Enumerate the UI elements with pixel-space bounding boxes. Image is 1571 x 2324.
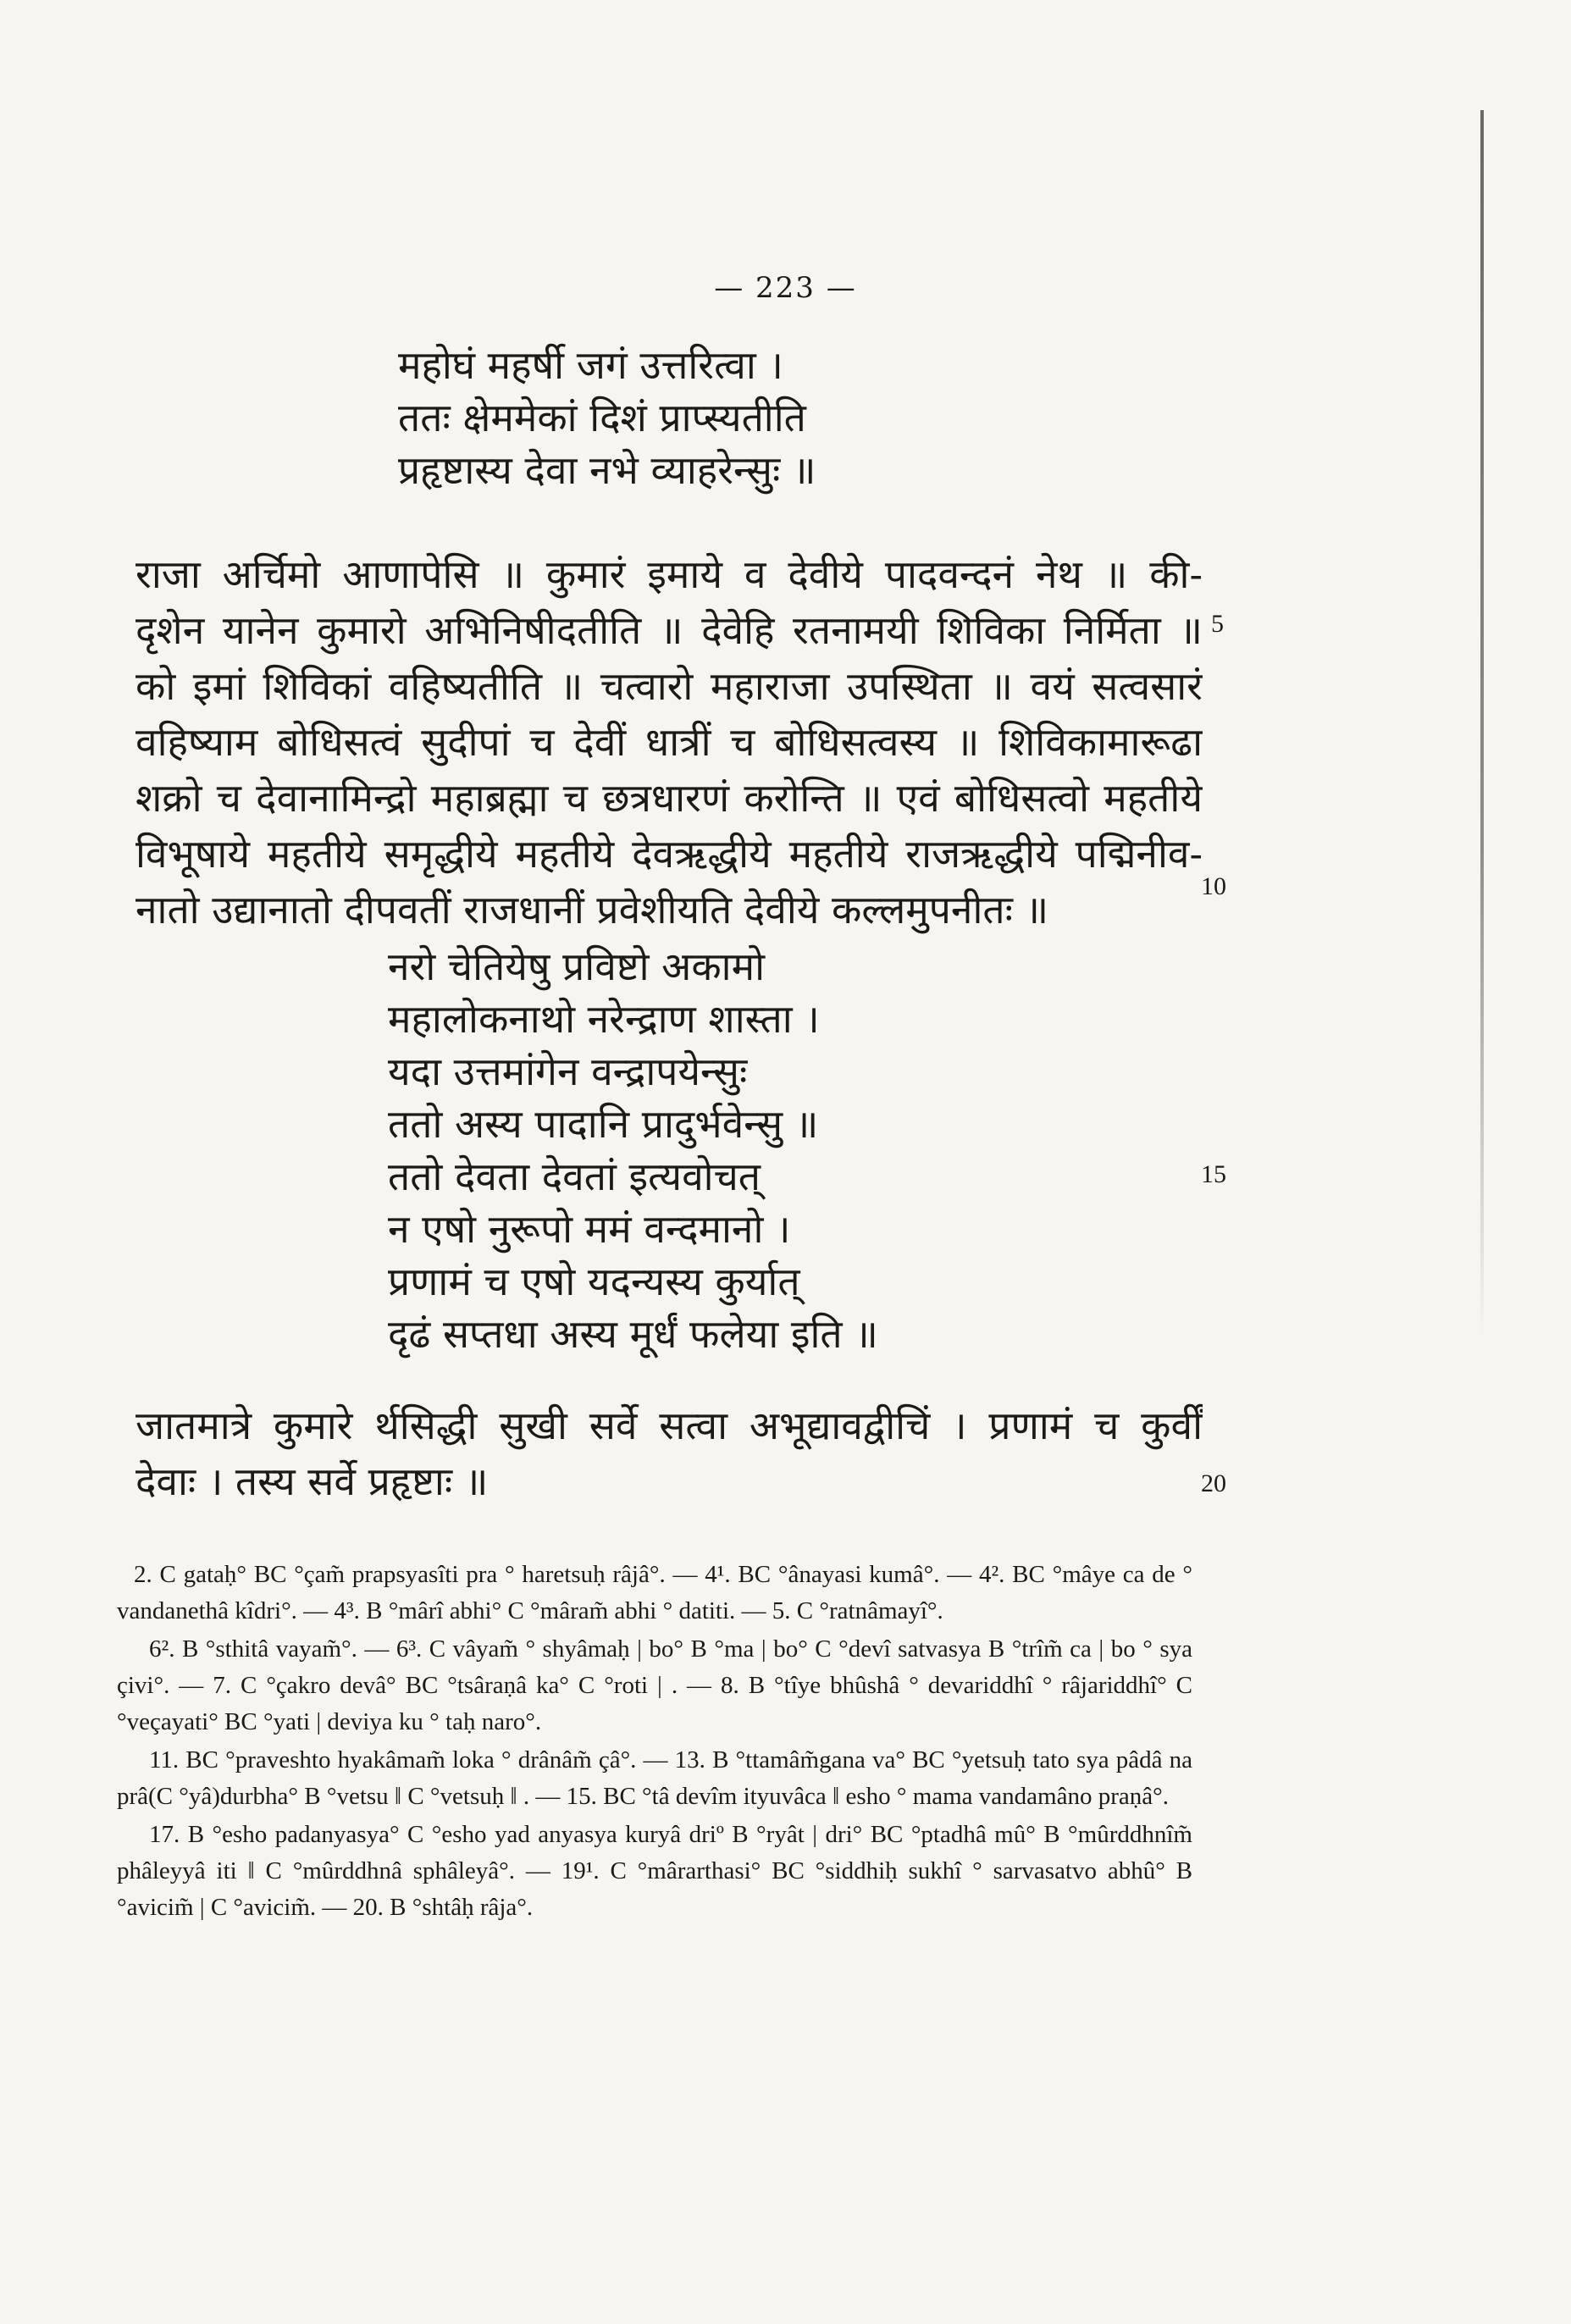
prose-line: देवाः । तस्य सर्वे प्रहृष्टाः ॥	[136, 1458, 489, 1504]
line-number-15: 15	[1201, 1160, 1226, 1188]
verse-line: महालोकनाथो नरेन्द्राण शास्ता ।	[388, 996, 820, 1042]
verse-line: यदा उत्तमांगेन वन्द्रापयेन्सुः	[388, 1049, 748, 1094]
page-number-header: — 223 —	[714, 271, 857, 305]
prose-line: नातो उद्यानातो दीपवतीं राजधानीं प्रवेशीयति देवीये कल्लमुपनीतः ॥	[136, 887, 1049, 932]
line-number-20: 20	[1201, 1469, 1226, 1497]
verse-line: ततो अस्य पादानि प्रादुर्भवेन्सु ॥	[388, 1101, 819, 1147]
verse-line: न एषो नुरूपो ममं वन्दमानो ।	[388, 1206, 791, 1252]
prose-paragraph-2	[136, 1397, 1203, 1509]
verse-block-1	[398, 339, 816, 496]
prose-line: राजा अर्चिमो आणापेसि ॥ कुमारं इमाये व देवीये पादवन्दनं नेथ ॥ की-	[136, 551, 1203, 597]
prose-line: को इमां शिविकां वहिष्यतीति ॥ चत्वारो महाराजा उपस्थिता ॥ वयं सत्वसारं	[136, 663, 1203, 709]
line-number-5: 5	[1211, 610, 1224, 638]
prose-line: विभूषाये महतीये समृद्धीये महतीये देवऋद्धीये महतीये राजऋद्धीये पद्मिनीव-	[136, 831, 1203, 877]
footnote-paragraph: 11. BC °praveshto hyakâmam̃ loka ° drânâm̃ çâ°. — 13. B °ttamâm̃gana va° BC °yetsuḥ tato sya pâdâ na prâ(C °yâ)durbha° B °vetsu ‖ C °vetsuḥ ‖ . — 15. BC °tâ devîm ityuvâca ‖ esho ° mama vandamâno praṇâ°.	[117, 1746, 1192, 1810]
footnote-paragraph: 2. C gataḥ° BC °çam̃ prapsyasîti pra ° haretsuḥ râjâ°. — 4¹. BC °ânayasi kumâ°. — 4². BC °mâye ca de ° vandanethâ kîdri°. — 4³. B °mârî abhi° C °mâram̃ abhi ° datiti. — 5. C °ratnâmayî°.	[117, 1561, 1192, 1624]
verse-line: प्रणामं च एषो यदन्यस्य कुर्यात्	[388, 1259, 800, 1304]
verse-line: ततः क्षेममेकां दिशं प्राप्स्यतीति	[398, 395, 806, 440]
verse-line: नरो चेतियेषु प्रविष्टो अकामो	[388, 943, 765, 989]
line-number-10: 10	[1201, 872, 1226, 900]
prose-line: वहिष्याम बोधिसत्वं सुदीपां च देवीं धात्रीं च बोधिसत्वस्य ॥ शिविकामारूढा	[136, 719, 1203, 765]
verse-line: महोघं महर्षी जगं उत्तरित्वा ।	[398, 342, 783, 388]
verse-line: प्रहृष्टास्य देवा नभे व्याहरेन्सुः ॥	[398, 447, 816, 493]
prose-line: शक्रो च देवानामिन्द्रो महाब्रह्मा च छत्रधारणं करोन्ति ॥ एवं बोधिसत्वो महतीये	[136, 775, 1203, 821]
footnote-paragraph: 6². B °sthitâ vayam̃°. — 6³. C vâyam̃ ° shyâmaḥ | bo° B °ma | bo° C °devî satvasya B °trîm̃ ca | bo ° sya çivi°. — 7. C °çakro devâ° BC °tsâraṇâ ka° C °roti | . — 8. B °tîye bhûshâ ° devariddhî ° râjariddhî° C °veçayati° BC °yati | deviya ku ° taḥ naro°.	[117, 1635, 1192, 1735]
verse-line: दृढं सप्तधा अस्य मूर्धं फलेया इति ॥	[388, 1311, 878, 1357]
footnotes	[117, 1557, 1192, 1928]
prose-line: दृशेन यानेन कुमारो अभिनिषीदतीति ॥ देवेहि रतनामयी शिविका निर्मिता ॥	[136, 607, 1203, 653]
prose-line: जातमात्रे कुमारे र्थसिद्धी सुखी सर्वे सत्वा अभूद्यावद्वीचिं । प्रणामं च कुर्वीं	[136, 1403, 1203, 1448]
prose-paragraph-1	[136, 546, 1203, 938]
verse-line: ततो देवता देवतां इत्यवोचत्	[388, 1154, 761, 1199]
verse-block-2	[388, 940, 878, 1360]
footnote-paragraph: 17. B °esho padanyasya° C °esho yad anyasya kuryâ driº B °ryât | dri° BC °ptadhâ mû° B °mûrddhnîm̃ phâleyyâ iti ‖ C °mûrddhnâ sphâleyâ°. — 19¹. C °mârarthasi° BC °siddhiḥ sukhî ° sarvasatvo abhû° B °avicim̃ | C °avicim̃. — 20. B °shtâḥ râja°.	[117, 1821, 1192, 1921]
